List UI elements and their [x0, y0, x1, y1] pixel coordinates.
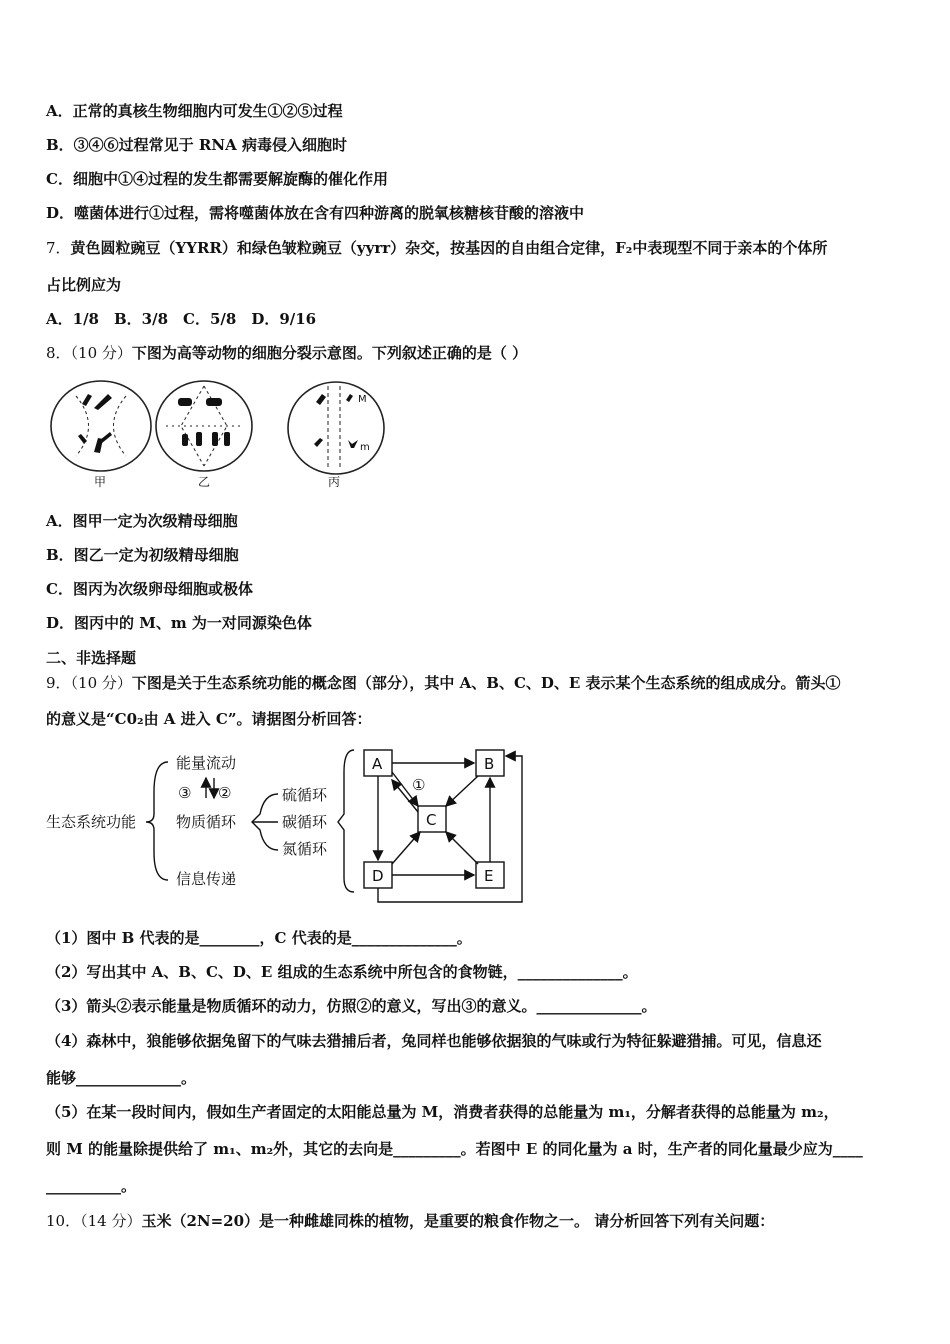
q6-option-a: A．正常的真核生物细胞内可发生①②⑤过程	[46, 102, 343, 120]
q6-option-c: C．细胞中①④过程的发生都需要解旋酶的催化作用	[46, 170, 388, 188]
q10-number: 10．	[46, 1212, 81, 1230]
q9-subq1: （1）图中 B 代表的是________，C 代表的是______________。	[46, 929, 472, 947]
label-energy-flow: 能量流动	[176, 754, 237, 772]
q9-stem-line1	[46, 672, 906, 694]
q9-score: （10 分）	[70, 674, 132, 692]
q10-stem-text: 玉米（2N=20）是一种雌雄同株的植物，是重要的粮食作物之一。 请分析回答下列有关问题：	[141, 1212, 775, 1230]
q8-stem	[46, 342, 906, 364]
q8-option-a: A．图甲一定为次级精母细胞	[46, 512, 238, 530]
q8-number: 8．	[46, 344, 71, 362]
label-M: M	[358, 394, 367, 405]
q9-stem-text: 下图是关于生态系统功能的概念图（部分），其中 A、B、C、D、E 表示某个生态系统的组成成分。箭头①	[131, 674, 841, 692]
cell-division-figure	[46, 374, 386, 492]
box-e-label: E	[484, 867, 494, 885]
q7-stem-line1	[46, 237, 906, 259]
q7-options: A．1/8 B．3/8 C．5/8 D．9/16	[46, 310, 317, 328]
q9-subq4-line2: 能够______________。	[46, 1069, 197, 1087]
label-arrow3: ③	[178, 784, 192, 802]
q7-stem-text: 黄色圆粒豌豆（YYRR）和绿色皱粒豌豆（yyrr）杂交，按基因的自由组合定律，F₂中表现型不同于亲本的个体所	[70, 239, 828, 257]
label-jia: 甲	[94, 475, 107, 489]
q9-subq3: （3）箭头②表示能量是物质循环的动力，仿照②的意义，写出③的意义。______________。	[46, 997, 657, 1015]
label-yi: 乙	[198, 475, 211, 489]
q8-option-d: D．图丙中的 M、m 为一对同源染色体	[46, 614, 312, 632]
q7-stem-line2: 占比例应为	[46, 276, 122, 294]
ecosystem-concept-diagram	[46, 742, 536, 912]
label-nitrogen-cycle: 氮循环	[282, 840, 328, 858]
box-a-label: A	[372, 755, 383, 773]
q9-subq4-line1: （4）森林中，狼能够依据兔留下的气味去猎捕后者，兔同样也能够依据狼的气味或行为特征躲避猎捕。可见，信息还	[46, 1032, 822, 1050]
q9-stem-line2: 的意义是“C0₂由 A 进入 C”。请据图分析回答：	[46, 710, 372, 728]
q9-subq2: （2）写出其中 A、B、C、D、E 组成的生态系统中所包含的食物链，______________。	[46, 963, 638, 981]
q10-stem	[46, 1210, 906, 1232]
q7-number: 7．	[46, 239, 71, 257]
q9-subq5-line1: （5）在某一段时间内，假如生产者固定的太阳能总量为 M，消费者获得的总能量为 m₁，分解者获得的总能量为 m₂，	[46, 1103, 839, 1121]
q10-score: （14 分）	[80, 1212, 142, 1230]
label-carbon-cycle: 碳循环	[282, 813, 328, 831]
q9-number: 9．	[46, 674, 71, 692]
section-heading: 二、非选择题	[46, 649, 137, 667]
q8-option-c: C．图丙为次级卵母细胞或极体	[46, 580, 253, 598]
q6-option-b: B．③④⑥过程常见于 RNA 病毒侵入细胞时	[46, 136, 347, 154]
q8-option-b: B．图乙一定为初级精母细胞	[46, 546, 239, 564]
label-arrow2: ②	[218, 784, 232, 802]
q6-option-d: D．噬菌体进行①过程，需将噬菌体放在含有四种游离的脱氧核糖核苷酸的溶液中	[46, 204, 585, 222]
label-matter-cycle: 物质循环	[176, 813, 237, 831]
q9-subq5-line3: __________。	[46, 1177, 137, 1195]
label-ecosystem-function: 生态系统功能	[46, 813, 137, 831]
label-bing: 丙	[328, 475, 341, 489]
cell-bing-membrane	[288, 382, 384, 474]
q8-stem-text: 下图为高等动物的细胞分裂示意图。下列叙述正确的是（ ）	[131, 344, 528, 362]
q9-subq5-line2: 则 M 的能量除提供给了 m₁、m₂外，其它的去向是_________。若图中 E 的同化量为 a 时，生产者的同化量最少应为____	[46, 1140, 863, 1158]
label-arrow1: ①	[412, 776, 426, 794]
label-sulfur-cycle: 硫循环	[282, 786, 328, 804]
box-d-label: D	[372, 867, 384, 885]
label-info-transfer: 信息传递	[176, 870, 237, 888]
box-c-label: C	[426, 811, 437, 829]
q8-score: （10 分）	[70, 344, 132, 362]
cell-jia-membrane	[51, 381, 151, 471]
box-b-label: B	[484, 755, 495, 773]
label-m: m	[360, 442, 370, 453]
